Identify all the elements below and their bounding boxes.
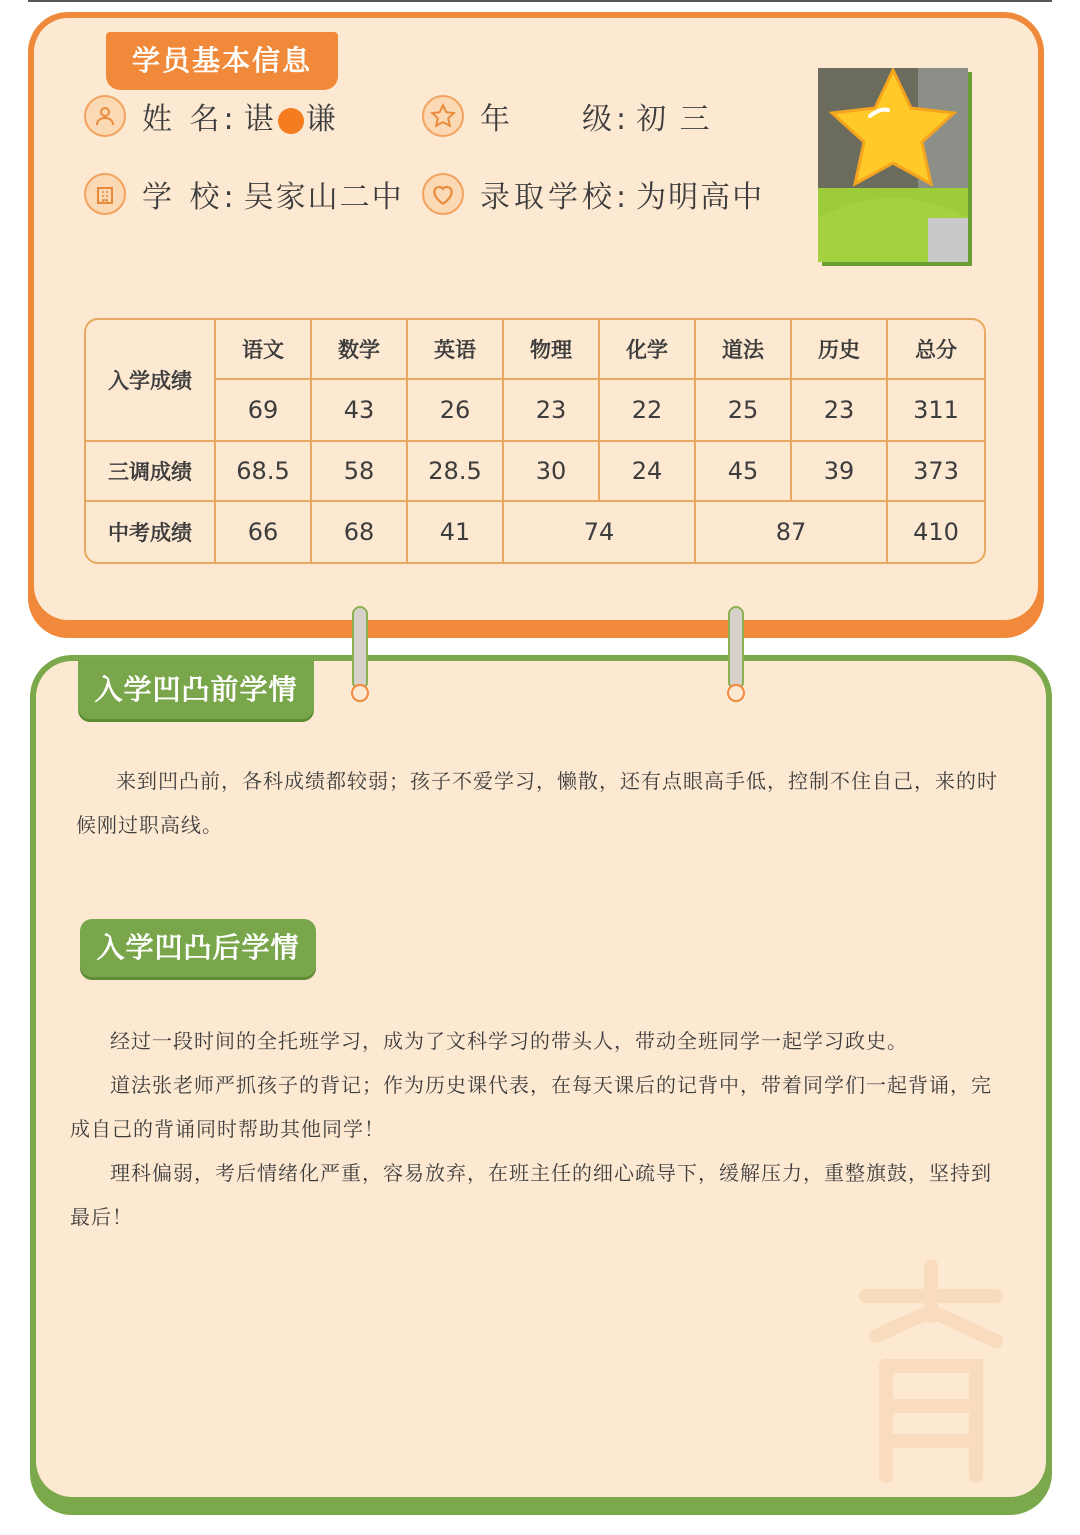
col-header: 总分: [888, 320, 984, 380]
score-cell-merged: 87: [696, 502, 888, 562]
heart-icon: [422, 173, 464, 215]
name-char-1: 谌: [243, 102, 276, 137]
score-cell: 23: [792, 380, 888, 442]
table-row-entrance: [86, 380, 984, 442]
score-cell: 39: [792, 442, 888, 502]
student-photo: [818, 68, 968, 262]
section-title-after: 入学凹凸后学情: [80, 919, 316, 977]
row-label-third-mock: 三调成绩: [86, 442, 216, 502]
score-cell-merged: 74: [504, 502, 696, 562]
row-label-entrance: 入学成绩: [86, 320, 216, 442]
score-cell: 26: [408, 380, 504, 442]
score-cell: 58: [312, 442, 408, 502]
binder-ring-left: [352, 606, 368, 690]
score-cell: 23: [504, 380, 600, 442]
before-text: 来到凹凸前，各科成绩都较弱；孩子不爱学习，懒散，还有点眼高手低，控制不住自己，来的时候刚过职高线。: [76, 769, 998, 837]
score-cell: 25: [696, 380, 792, 442]
score-cell: 45: [696, 442, 792, 502]
score-cell: 66: [216, 502, 312, 562]
col-header: 化学: [600, 320, 696, 380]
admit-school-label: 录取学校:: [480, 180, 631, 215]
building-icon: [84, 173, 126, 215]
top-divider: [28, 0, 1052, 2]
name-row: [84, 94, 338, 138]
table-header-row: [86, 320, 984, 380]
watermark-graphic: [846, 1256, 1006, 1486]
after-paragraphs: [70, 1019, 1012, 1239]
score-cell: 68: [312, 502, 408, 562]
table-row-third-mock: [86, 442, 984, 502]
col-header: 历史: [792, 320, 888, 380]
study-status-card-body: [36, 661, 1046, 1497]
after-text-2: 道法张老师严抓孩子的背记；作为历史课代表，在每天课后的记背中，带着同学们一起背诵，完成自己的背诵同时帮助其他同学！: [70, 1073, 992, 1141]
name-label: 姓 名:: [142, 102, 238, 137]
school-row: [84, 172, 404, 216]
binder-ring-right: [728, 606, 744, 690]
col-header: 语文: [216, 320, 312, 380]
study-status-card: [30, 655, 1052, 1515]
grade-value: 初 三: [636, 102, 712, 137]
score-cell: 68.5: [216, 442, 312, 502]
section-title-before: 入学凹凸前学情: [78, 661, 314, 719]
student-info-card: [28, 12, 1044, 638]
score-table: [84, 318, 986, 564]
grade-row: [422, 94, 712, 138]
admit-school-row: [422, 172, 764, 216]
name-value: [244, 94, 338, 138]
score-cell: 28.5: [408, 442, 504, 502]
score-cell: 311: [888, 380, 984, 442]
after-text-3: 理科偏弱，考后情绪化严重，容易放弃，在班主任的细心疏导下，缓解压力，重整旗鼓，坚持到最后！: [70, 1161, 992, 1229]
row-label-final-exam: 中考成绩: [86, 502, 216, 562]
score-cell: 41: [408, 502, 504, 562]
before-paragraph: [76, 759, 1010, 847]
after-text-1: 经过一段时间的全托班学习，成为了文科学习的带头人，带动全班同学一起学习政史。: [110, 1029, 908, 1053]
score-cell: 69: [216, 380, 312, 442]
person-icon: [84, 95, 126, 137]
section-title-basic-info: 学员基本信息: [106, 32, 338, 90]
binder-ring-left-end: [351, 684, 369, 702]
col-header: 英语: [408, 320, 504, 380]
redaction-dot: [278, 108, 304, 134]
student-info-card-body: [34, 18, 1038, 620]
score-cell: 410: [913, 518, 959, 546]
name-char-2: 谦: [305, 102, 338, 137]
school-label: 学 校:: [142, 180, 238, 215]
col-header: 道法: [696, 320, 792, 380]
score-cell: 24: [600, 442, 696, 502]
school-value: 吴家山二中: [243, 180, 404, 215]
col-header: 物理: [504, 320, 600, 380]
col-header: 数学: [312, 320, 408, 380]
admit-school-value: 为明高中: [636, 180, 765, 215]
score-cell: 30: [504, 442, 600, 502]
binder-ring-right-end: [727, 684, 745, 702]
star-icon: [422, 95, 464, 137]
score-cell: 22: [600, 380, 696, 442]
table-row-final-exam: [86, 502, 984, 562]
score-cell: 43: [312, 380, 408, 442]
grade-label: 年 级:: [480, 102, 631, 137]
score-cell: 373: [888, 442, 984, 502]
